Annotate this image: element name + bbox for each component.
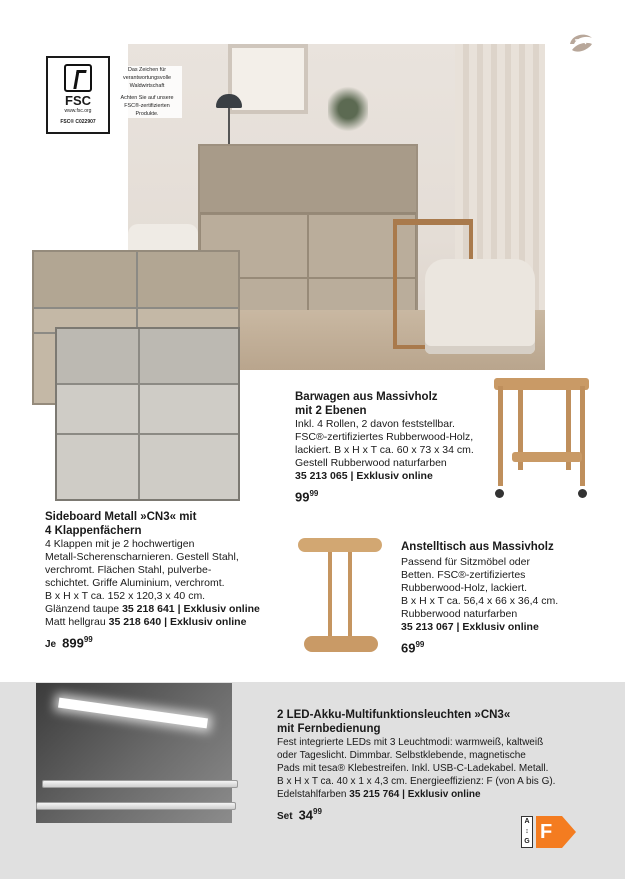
led-price: Set $34^{99}$ xyxy=(277,807,322,823)
barwagen-price: $99^{99}$ xyxy=(295,489,319,505)
anstelltisch-title: Anstelltisch aus Massivholz xyxy=(401,541,554,553)
sideboard-title: Sideboard Metall »CN3« mit 4 Klappenfächern xyxy=(45,511,197,537)
fsc-code: FSC® C022907 xyxy=(60,119,96,125)
barwagen-order-line: 35 213 065 | Exklusiv online xyxy=(295,470,433,482)
led-bar-1 xyxy=(42,780,238,788)
anstelltisch-product-image xyxy=(298,538,382,658)
fsc-url: www.fsc.org xyxy=(64,108,92,114)
energy-label xyxy=(521,816,577,848)
sideboard-text xyxy=(45,511,290,651)
sideboard-variant-taupe: Glänzend taupe 35 218 641 | Exklusiv online xyxy=(45,603,260,615)
sideboard-grey-image xyxy=(55,327,240,501)
fsc-note: Das Zeichen für verantwortungsvolle Waldwirtschaft Achten Sie auf unsere FSC®-zertifizierten Produkte. xyxy=(112,66,182,118)
anstelltisch-order-line: 35 213 067 | Exklusiv online xyxy=(401,620,539,633)
anstelltisch-price: $69^{99}$ xyxy=(401,639,425,655)
barwagen-title: Barwagen aus Massivholz mit 2 Ebenen xyxy=(295,391,438,417)
barwagen-product-image xyxy=(494,370,589,500)
tchibo-coffee-bean-icon xyxy=(566,30,596,56)
anstelltisch-description: Passend für Sitzmöbel oder Betten. FSC®-zertifiziertes Rubberwood-Holz, lackiert. B x H x T ca. 56,4 x 66 x 36,4 cm. Rubberwood naturfarben xyxy=(401,555,559,620)
armchair-right xyxy=(425,259,535,354)
lamp-stem xyxy=(228,108,230,146)
led-bar-2 xyxy=(36,802,236,810)
barwagen-text xyxy=(295,391,515,503)
energy-scale: A ↕ G xyxy=(521,816,533,848)
sideboard-variant-grey: Matt hellgrau 35 218 640 | Exklusiv online xyxy=(45,616,247,628)
led-text xyxy=(277,709,617,823)
sideboard-description: 4 Klappen mit je 2 hochwertigen Metall-Scherenscharnieren. Gestell Stahl, verchromt. Flächen Stahl, pulverbe- schichtet. Griffe Aluminium, verchromt. B x H x T ca. 152 x 120,3 x 40 cm. xyxy=(45,538,239,602)
led-description: Fest integrierte LEDs mit 3 Leuchtmodi: warmweiß, kaltweiß oder Tageslicht. Dimmbar. Selbstklebende, magnetische Pads mit tesa® Klebestreifen. Inkl. USB-C-Ladekabel. Metall. B x H x T ca. 40 x 1 x 4,3 cm. Energieeffizienz: F (von A bis G). xyxy=(277,737,556,787)
anstelltisch-text xyxy=(401,541,611,654)
fsc-letters: FSC xyxy=(65,93,91,108)
fsc-tree-icon xyxy=(64,64,92,92)
led-title: 2 LED-Akku-Multifunktionsleuchten »CN3« mit Fernbedienung xyxy=(277,709,511,735)
fsc-logo xyxy=(46,56,110,134)
plant xyxy=(328,84,368,134)
barwagen-description: Inkl. 4 Rollen, 2 davon feststellbar. FSC®-zertifiziertes Rubberwood-Holz, lackiert. B x H x T ca. 60 x 73 x 34 cm. Gestell Rubberwood naturfarben xyxy=(295,418,474,469)
led-order-line: Edelstahlfarben 35 215 764 | Exklusiv online xyxy=(277,789,481,800)
energy-arrow-tip xyxy=(562,816,576,848)
sideboard-price: Je $899^{99}$ xyxy=(45,635,93,651)
energy-class-badge: F xyxy=(536,816,562,848)
